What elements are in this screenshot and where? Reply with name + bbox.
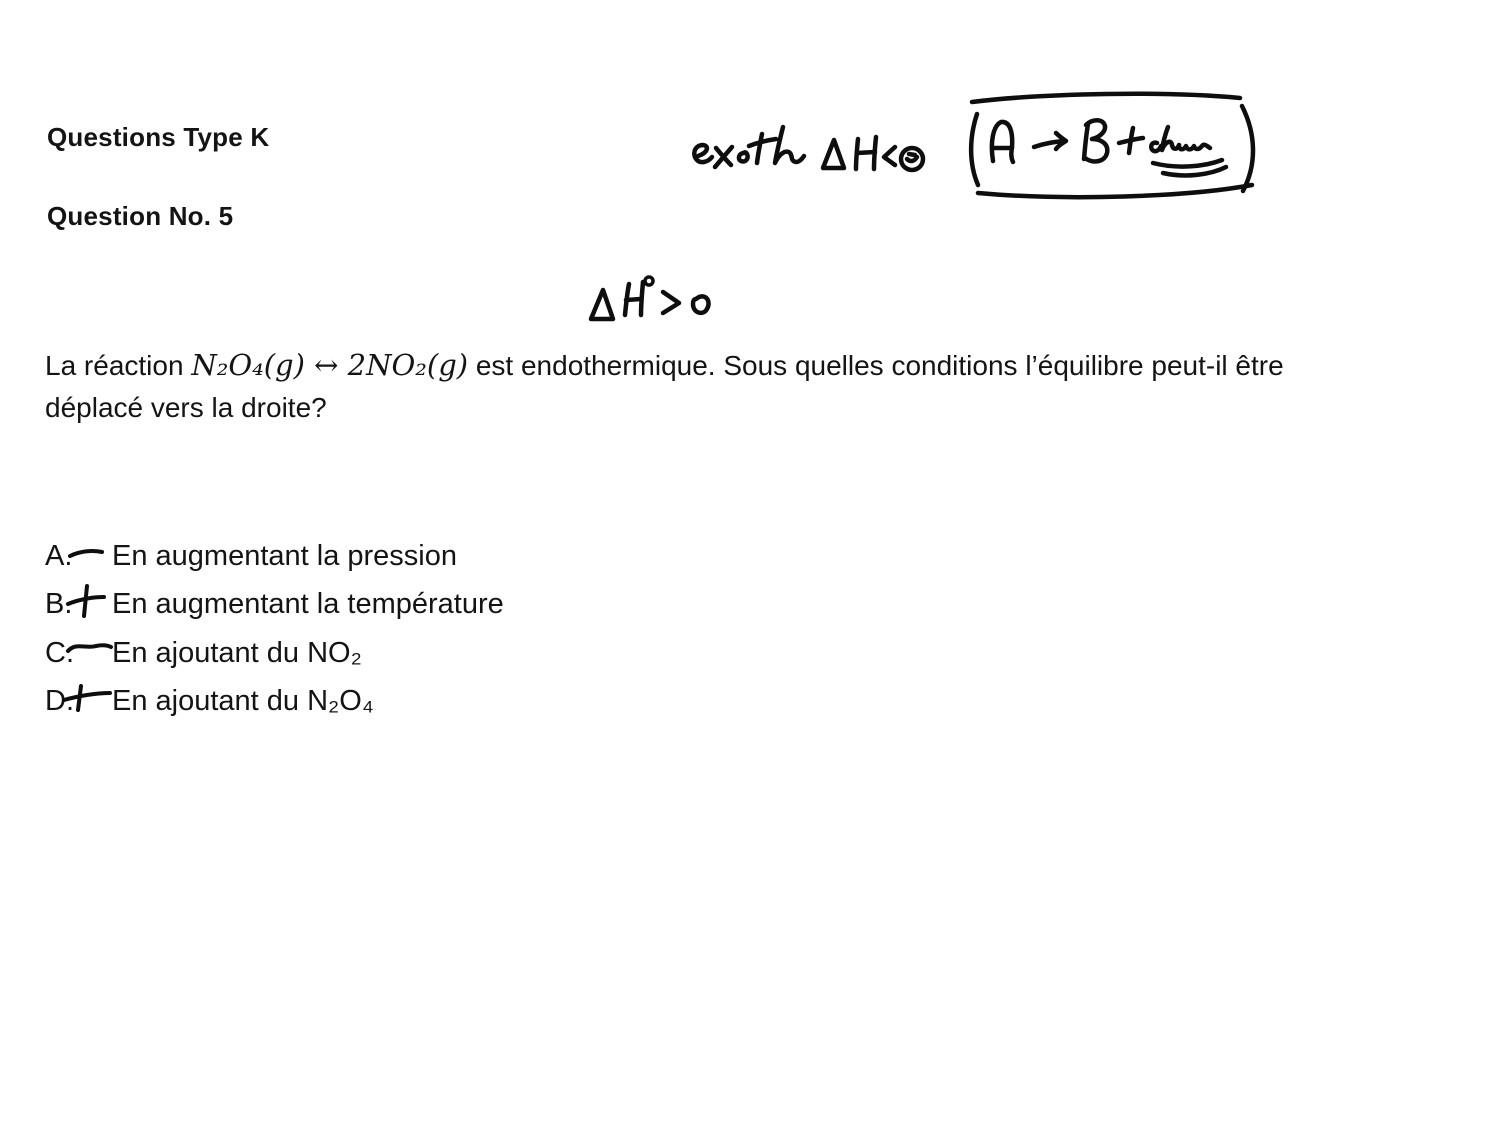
option-label-c: C. (45, 637, 74, 669)
handwritten-enthalpy-annotation (578, 268, 718, 330)
option-text-c: En ajoutant du NO₂ (112, 637, 362, 669)
option-row-a (45, 540, 745, 582)
option-label-d: D. (45, 685, 74, 717)
box-right-line (1242, 106, 1253, 191)
handwritten-plus-mark (62, 682, 112, 712)
handwritten-boxed-equation (956, 86, 1268, 204)
question-text-line2: déplacé vers la droite? (45, 392, 327, 423)
question-text-line1 (45, 348, 1284, 382)
question-text-after-math: est endothermique. Sous quelles conditions l’équilibre peut-il être (468, 350, 1284, 381)
box-left-line (971, 114, 978, 185)
option-text-b: En augmentant la température (112, 588, 504, 620)
question-number-heading: Question No. 5 (47, 201, 234, 231)
option-text-a: En augmentant la pression (112, 540, 457, 572)
option-label-a: A. (45, 540, 73, 572)
handwritten-plus-mark (64, 582, 108, 620)
option-label-b: B. (45, 588, 73, 620)
option-row-c (45, 637, 745, 679)
option-row-d (45, 685, 745, 727)
page-title: Questions Type K (47, 122, 270, 152)
box-bottom-line (978, 185, 1252, 197)
reaction-equation: N₂O₄(g) ↔ 2NO₂(g) (191, 348, 469, 382)
handwritten-minus-mark (64, 637, 114, 657)
option-row-b (45, 588, 745, 630)
handwritten-minus-mark (66, 544, 106, 562)
box-top-line (972, 94, 1240, 102)
handwritten-exoth-annotation (686, 112, 926, 184)
option-text-d: En ajoutant du N₂O₄ (112, 685, 374, 717)
question-text-before-math: La réaction (45, 350, 192, 381)
